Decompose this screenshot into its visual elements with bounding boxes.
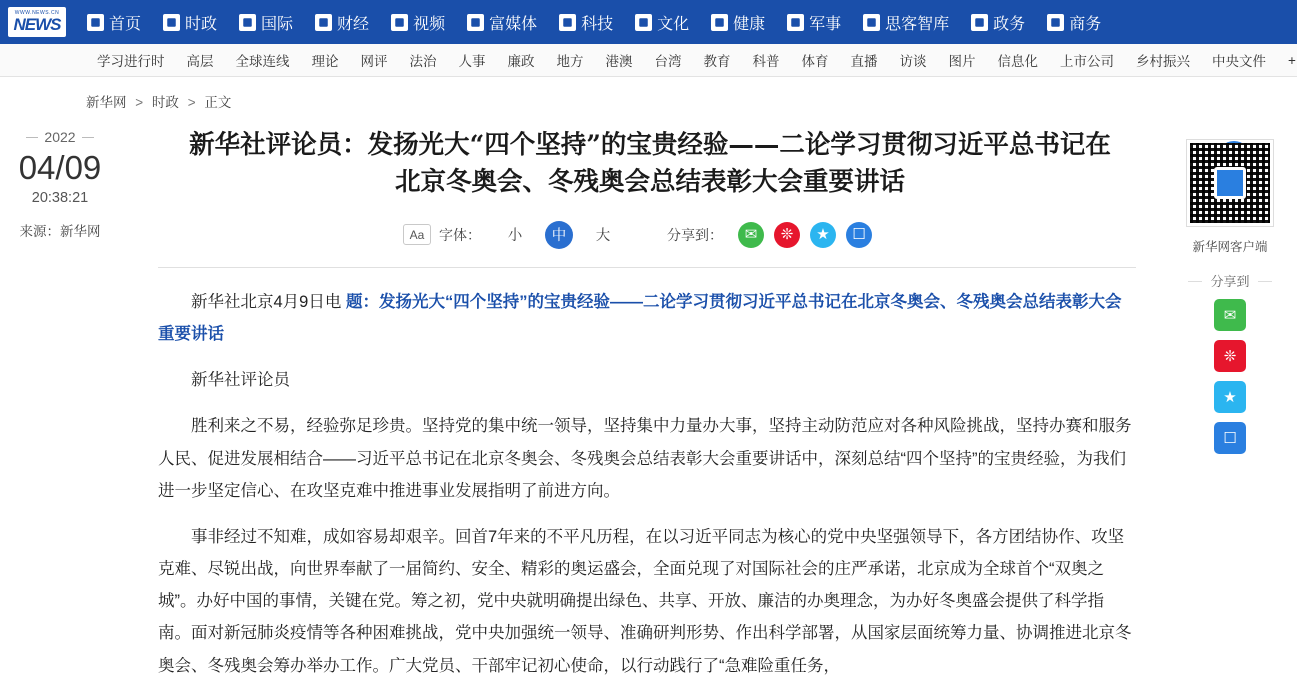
breadcrumb-separator: >: [187, 95, 196, 110]
weibo-icon[interactable]: ❊: [774, 222, 800, 248]
publish-time: 20:38:21: [31, 190, 89, 207]
topnav-item-4[interactable]: [380, 0, 456, 44]
topnav-item-5[interactable]: [456, 0, 548, 44]
qr-caption: 新华网客户端: [1192, 240, 1268, 254]
subnav-item-2[interactable]: 全球连线: [235, 54, 290, 69]
article-byline: 新华社评论员: [191, 371, 290, 390]
topnav-item-label: 时政: [185, 15, 218, 33]
sidebar-share-label: 分享到: [1194, 271, 1266, 290]
subnav-item-8[interactable]: 地方: [556, 54, 584, 69]
publish-year: 2022: [34, 129, 85, 145]
subnav-item-5[interactable]: 法治: [409, 54, 437, 69]
government-icon: [971, 14, 988, 31]
publish-monthday: 04/09: [18, 149, 102, 186]
font-label: 字体：: [439, 226, 481, 243]
site-logo[interactable]: [8, 7, 66, 37]
subnav-item-6[interactable]: 人事: [458, 54, 486, 69]
font-size-icon[interactable]: Aa: [403, 224, 431, 245]
topnav-item-label: 视频: [413, 15, 446, 33]
breadcrumb-item-2: 正文: [204, 95, 232, 110]
subnav-item-15[interactable]: 访谈: [899, 54, 927, 69]
article-body: [158, 268, 1136, 682]
subnav-item-21[interactable]: +: [1288, 52, 1296, 68]
media-icon: [467, 14, 484, 31]
subnav-item-10[interactable]: 台湾: [654, 54, 682, 69]
qzone-icon[interactable]: ★: [1214, 381, 1246, 413]
globe-icon: [239, 14, 256, 31]
subnav-item-16[interactable]: 图片: [948, 54, 976, 69]
logo-url-text: WWW.NEWS.CN: [14, 10, 60, 16]
article-meta-column: [0, 117, 120, 686]
business-icon: [1047, 14, 1064, 31]
topnav-item-8[interactable]: [700, 0, 776, 44]
subnav-item-20[interactable]: 中央文件: [1212, 54, 1266, 69]
weibo-icon[interactable]: ❊: [1214, 340, 1246, 372]
topnav-item-0[interactable]: [76, 0, 152, 44]
military-icon: [787, 14, 804, 31]
breadcrumb-item-0[interactable]: 新华网: [86, 95, 127, 110]
topnav-item-label: 商务: [1069, 15, 1102, 33]
share-label: 分享到：: [667, 226, 723, 243]
article-paragraph: 胜利来之不易，经验弥足珍贵。坚持党的集中统一领导，坚持集中力量办大事，坚持主动防范应对各种风险挑战，坚持办赛和服务人民、促进发展相结合——习近平总书记在北京冬奥会、冬残奥会总结表彰大会重要讲话中，深刻总结“四个坚持”的宝贵经验，为我们进一步坚定信心、在攻坚克难中推进事业发展指明了前进方向。: [158, 417, 1132, 500]
subnav-item-18[interactable]: 上市公司: [1060, 54, 1114, 69]
breadcrumb: [0, 77, 1297, 117]
article-main: [120, 117, 1170, 686]
topnav-item-11[interactable]: [960, 0, 1036, 44]
home-icon: [87, 14, 104, 31]
topnav-item-label: 健康: [733, 15, 766, 33]
logo-main-text: NEWS: [13, 15, 61, 34]
page-body: [0, 117, 1297, 686]
subnav-item-0[interactable]: 学习进行时: [97, 54, 165, 69]
qzone-icon[interactable]: ★: [810, 222, 836, 248]
topnav-item-12[interactable]: [1036, 0, 1112, 44]
video-icon: [391, 14, 408, 31]
topnav-item-label: 国际: [261, 15, 294, 33]
topnav-item-label: 财经: [337, 15, 370, 33]
article-lead: [158, 286, 1136, 350]
topnav-item-label: 政务: [993, 15, 1026, 33]
article-toolbar: [120, 221, 1160, 249]
article-paragraph: 事非经过不知难，成如容易却艰辛。回首7年来的不平凡历程，在以习近平同志为核心的党中央坚强领导下，各方团结协作、攻坚克难、尽锐出战，向世界奉献了一届简约、安全、精彩的奥运盛会，全面兑现了对国际社会的庄严承诺，北京成为全球首个“双奥之城”。办好中国的事情，关键在党。筹之初，党中央就明确提出绿色、共享、开放、廉洁的办奥理念，为办好冬奥盛会提供了科学指南。面对新冠肺炎疫情等各种困难挑战，党中央加强统一领导、准确研判形势、作出科学部署，从国家层面统筹力量、协调推进北京冬奥会、冬残奥会筹办举办工作。广大党员、干部牢记初心使命，以行动践行了“急难险重任务，: [158, 527, 1132, 675]
topnav-item-label: 文化: [657, 15, 690, 33]
article-lead-text: 发扬光大“四个坚持”的宝贵经验——二论学习贯彻习近平总书记在北京冬奥会、冬残奥会总结表彰大会重要讲话: [158, 292, 1122, 344]
page-title: 新华社评论员：发扬光大“四个坚持”的宝贵经验——二论学习贯彻习近平总书记在北京冬奥会、冬残奥会总结表彰大会重要讲话: [189, 130, 1111, 197]
culture-icon: [635, 14, 652, 31]
topnav-item-label: 首页: [109, 15, 142, 33]
topnav-item-label: 思客智库: [885, 15, 950, 33]
topnav-item-1[interactable]: [152, 0, 228, 44]
article-dateline: 新华社北京4月9日电: [191, 292, 342, 311]
subnav-item-19[interactable]: 乡村振兴: [1136, 54, 1190, 69]
subnav-item-17[interactable]: 信息化: [997, 54, 1038, 69]
app-icon[interactable]: ☐: [1214, 422, 1246, 454]
wechat-icon[interactable]: ✉: [738, 222, 764, 248]
top-navigation-bar: [0, 0, 1297, 44]
right-sidebar: [1170, 117, 1290, 686]
thinktank-icon: [863, 14, 880, 31]
topnav-item-10[interactable]: [852, 0, 960, 44]
app-icon[interactable]: ☐: [846, 222, 872, 248]
font-size-small[interactable]: 小: [507, 228, 523, 245]
article-source: 来源：新华网: [19, 224, 101, 240]
topnav-item-9[interactable]: [776, 0, 852, 44]
font-size-medium[interactable]: 中: [545, 221, 573, 249]
wechat-icon[interactable]: ✉: [1214, 299, 1246, 331]
subnav-item-9[interactable]: 港澳: [605, 54, 633, 69]
politics-icon: [163, 14, 180, 31]
topnav-item-2[interactable]: [228, 0, 304, 44]
subnav-item-1[interactable]: 高层: [186, 54, 214, 69]
topnav-item-6[interactable]: [548, 0, 624, 44]
qr-code: [1186, 139, 1274, 227]
health-icon: [711, 14, 728, 31]
subnav-item-12[interactable]: 科普: [752, 54, 780, 69]
finance-icon: [315, 14, 332, 31]
subnav-item-11[interactable]: 教育: [703, 54, 731, 69]
topnav-item-label: 富媒体: [489, 15, 538, 33]
tech-icon: [559, 14, 576, 31]
subnav-item-13[interactable]: 体育: [801, 54, 829, 69]
subnav-item-14[interactable]: 直播: [850, 54, 878, 69]
font-size-large[interactable]: 大: [595, 228, 611, 245]
topnav-item-3[interactable]: [304, 0, 380, 44]
secondary-navigation-bar: [0, 44, 1297, 77]
topnav-item-7[interactable]: [624, 0, 700, 44]
breadcrumb-item-1[interactable]: 时政: [151, 95, 179, 110]
breadcrumb-separator: >: [135, 95, 144, 110]
subnav-item-4[interactable]: 网评: [360, 54, 388, 69]
article-lead-label: 题：: [345, 292, 379, 311]
topnav-item-label: 军事: [809, 15, 842, 33]
subnav-item-3[interactable]: 理论: [311, 54, 339, 69]
topnav-item-label: 科技: [581, 15, 614, 33]
subnav-item-7[interactable]: 廉政: [507, 54, 535, 69]
